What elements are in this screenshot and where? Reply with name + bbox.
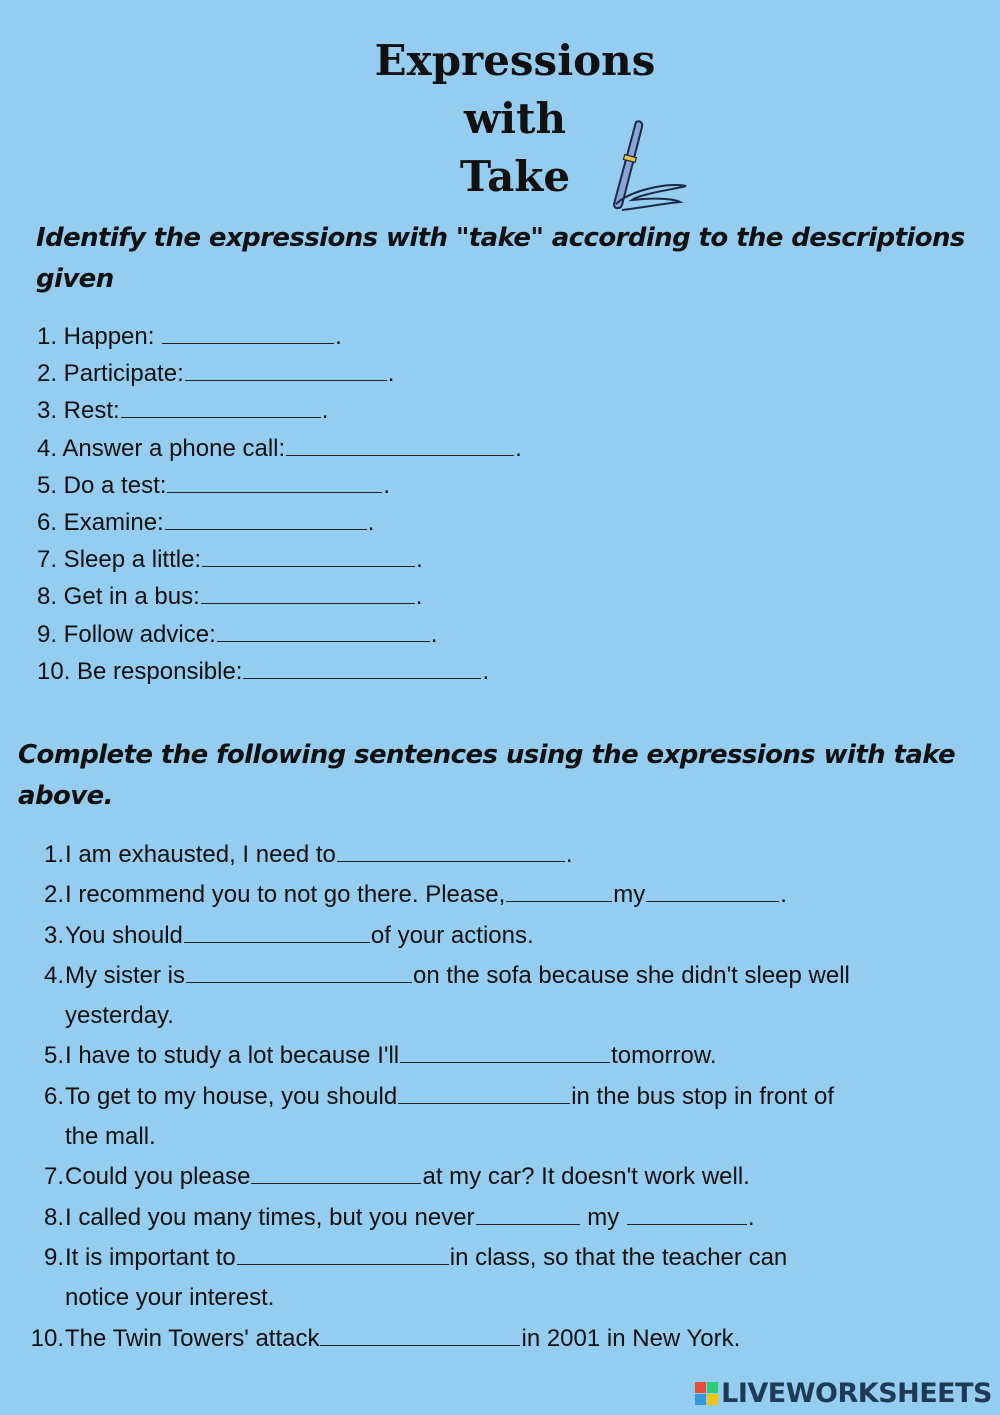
sentence-blank[interactable] (506, 879, 612, 902)
sentence-item: 8. I called you many times, but you never my . (43, 1203, 755, 1231)
instruction-identify: Identify the expressions with "take" according to the descriptions given (36, 223, 965, 294)
sentence-blank[interactable] (627, 1202, 747, 1225)
item-prompt: 4. Answer a phone call: (37, 434, 286, 462)
liveworksheets-logo (695, 1378, 992, 1409)
worksheet-title (0, 32, 1000, 206)
sentence-blank[interactable] (337, 839, 565, 862)
item-prompt: 10. Be responsible: (37, 657, 243, 685)
item-prompt: 6. Examine: (37, 508, 164, 536)
answer-blank-1[interactable] (162, 321, 334, 344)
sentence-item: 10. The Twin Towers' attack in 2001 in New York. (30, 1324, 741, 1352)
sentence-item: notice your interest. (65, 1284, 275, 1312)
list-item: 5. Do a test: . (37, 471, 391, 499)
list-item: 6. Examine: . (37, 508, 375, 536)
list-item: 7. Sleep a little: . (37, 546, 423, 574)
sentence-item: 3. You should of your actions. (43, 921, 534, 949)
answer-blank-9[interactable] (217, 619, 430, 642)
sentence-item: 5. I have to study a lot because I'll tomorrow. (43, 1042, 717, 1070)
sentence-blank[interactable] (320, 1323, 520, 1346)
identify-list (37, 318, 522, 690)
list-item: 1. Happen: . (37, 323, 342, 350)
item-prompt: 8. Get in a bus: (37, 583, 200, 611)
item-prompt: 7. Sleep a little: (37, 546, 202, 574)
list-item: 4. Answer a phone call: . (37, 434, 522, 462)
pen-icon (600, 120, 695, 215)
title-line-1: Expressions (374, 36, 656, 85)
logo-text: LIVEWORKSHEETS (721, 1378, 992, 1409)
sentence-item: 9. It is important to in class, so that the teacher can (43, 1243, 788, 1271)
list-item: 10. Be responsible: . (37, 657, 490, 685)
title-line-3: Take (459, 152, 571, 201)
answer-blank-5[interactable] (167, 470, 382, 493)
logo-mark-icon (695, 1382, 718, 1405)
sentence-item: 2. I recommend you to not go there. Please, my . (43, 881, 787, 909)
answer-blank-3[interactable] (121, 395, 321, 418)
sentence-blank[interactable] (186, 960, 412, 983)
answer-blank-2[interactable] (185, 358, 387, 381)
sentence-item: 7. Could you please at my car? It doesn't work well. (43, 1163, 750, 1191)
item-prompt: 2. Participate: (37, 360, 184, 388)
sentence-blank[interactable] (237, 1242, 449, 1265)
answer-blank-8[interactable] (201, 581, 415, 604)
answer-blank-10[interactable] (243, 656, 481, 679)
instruction-complete: Complete the following sentences using the expressions with take above. (18, 740, 956, 811)
item-prompt: 3. Rest: (37, 397, 120, 425)
item-prompt: 9. Follow advice: (37, 620, 216, 648)
sentence-blank[interactable] (400, 1040, 610, 1063)
sentence-blank[interactable] (184, 920, 370, 943)
list-item: 9. Follow advice: . (37, 620, 438, 648)
sentence-blank[interactable] (251, 1161, 421, 1184)
list-item: 8. Get in a bus: . (37, 583, 423, 611)
item-prompt: 5. Do a test: (37, 471, 167, 499)
list-item: 2. Participate: . (37, 360, 395, 388)
list-item: 3. Rest: . (37, 397, 329, 425)
sentence-blank[interactable] (398, 1081, 570, 1104)
sentence-item: 1. I am exhausted, I need to . (43, 841, 573, 868)
sentence-blank[interactable] (476, 1202, 580, 1225)
sentence-item: yesterday. (65, 1002, 174, 1030)
sentence-list (20, 835, 980, 1359)
sentence-item: 4. My sister is on the sofa because she didn't sleep well (43, 961, 850, 989)
sentence-item: the mall. (65, 1123, 156, 1151)
item-prompt: 1. Happen: (37, 323, 162, 350)
title-line-2: with (463, 94, 567, 143)
sentence-blank[interactable] (646, 879, 779, 902)
answer-blank-4[interactable] (286, 433, 514, 456)
sentence-item: 6. To get to my house, you should in the bus stop in front of (43, 1082, 835, 1110)
answer-blank-6[interactable] (165, 507, 367, 530)
answer-blank-7[interactable] (202, 544, 415, 567)
